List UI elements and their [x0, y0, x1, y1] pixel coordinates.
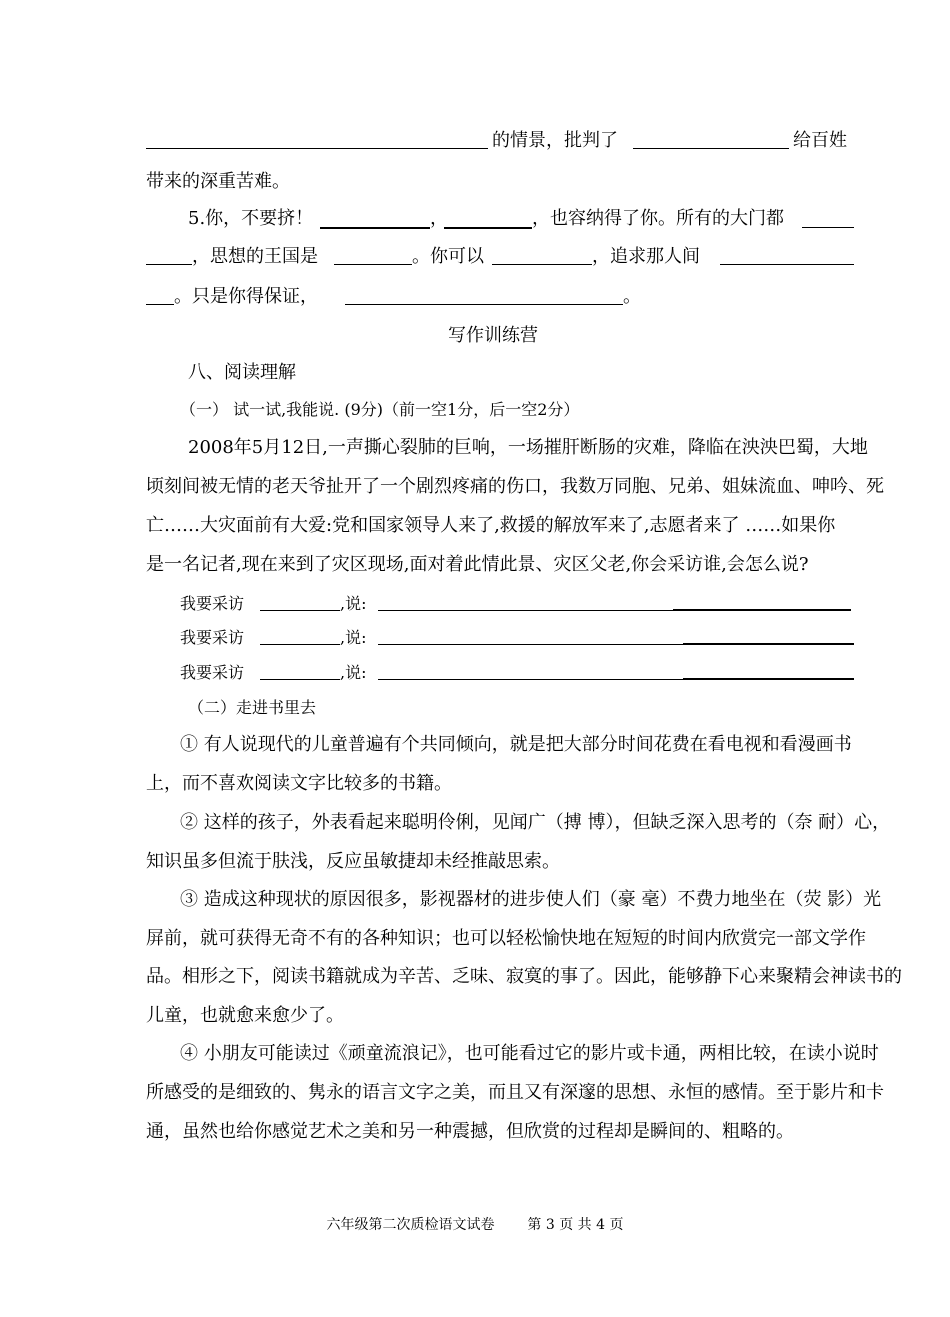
text-line: ，: [430, 208, 448, 229]
interview-say-blank[interactable]: [673, 609, 851, 611]
interview-say-blank[interactable]: [378, 644, 683, 645]
text-line: 。只是你得保证，: [174, 286, 318, 307]
paragraph-line: 所感受的是细致的、隽永的语言文字之美，而且又有深邃的思想、永恒的感情。至于影片和卡: [146, 1082, 884, 1103]
blank-line[interactable]: [802, 227, 854, 228]
section-title: 写作训练营: [448, 325, 538, 346]
blank-line[interactable]: [345, 304, 623, 305]
interview-say-blank[interactable]: [683, 678, 854, 680]
text-line: 5.你，不要挤！: [188, 208, 314, 229]
part-heading: （一） 试一试,我能说. (9分)（前一空1分，后一空2分）: [180, 400, 580, 419]
blank-line[interactable]: [320, 227, 430, 229]
paragraph-line: ① 有人说现代的儿童普遍有个共同倾向，就是把大部分时间花费在看电视和看漫画书: [180, 734, 852, 755]
paragraph-line: ④ 小朋友可能读过《顽童流浪记》，也可能看过它的影片或卡通，两相比较，在读小说时: [180, 1043, 879, 1064]
paragraph-line: ② 这样的孩子，外表看起来聪明伶俐，见闻广（搏 博），但缺乏深入思考的（奈 耐）心，: [180, 812, 891, 833]
paragraph-line: 知识虽多但流于肤浅，反应虽敏捷却未经推敲思索。: [146, 851, 560, 872]
paragraph-line: 上，而不喜欢阅读文字比较多的书籍。: [146, 773, 452, 794]
text-line: 。: [623, 286, 641, 307]
blank-line[interactable]: [334, 264, 412, 265]
text-line: ，追求那人间: [592, 246, 700, 267]
footer-title: 六年级第二次质检语文试卷: [326, 1217, 495, 1233]
interview-label: 我要采访: [180, 663, 245, 682]
paragraph-line: 屏前，就可获得无奇不有的各种知识；也可以轻松愉快地在短短的时间内欣赏完一部文学作: [146, 928, 866, 949]
paragraph-line: ③ 造成这种现状的原因很多，影视器材的进步使人们（豪 毫）不费力地坐在（荧 影）光: [180, 889, 882, 910]
text-line: ，也容纳得了你。所有的大门都: [532, 208, 784, 229]
paragraph-line: 顷刻间被无情的老天爷扯开了一个剧烈疼痛的伤口，我数万同胞、兄弟、姐妹流血、呻吟、死: [146, 476, 884, 497]
interview-says: ,说:: [340, 628, 367, 647]
interview-says: ,说:: [340, 594, 367, 613]
text-line: 给百姓: [793, 130, 847, 151]
blank-line[interactable]: [146, 264, 192, 265]
paragraph-line: 是一名记者,现在来到了灾区现场,面对着此情此景、灾区父老,你会采访谁,会怎么说?: [146, 554, 809, 575]
interview-says: ,说:: [340, 663, 367, 682]
interview-say-blank[interactable]: [683, 643, 854, 645]
interview-say-blank[interactable]: [378, 610, 673, 611]
blank-line[interactable]: [444, 227, 532, 229]
interview-say-blank[interactable]: [378, 679, 683, 680]
interview-who-blank[interactable]: [260, 610, 340, 611]
interview-label: 我要采访: [180, 628, 245, 647]
paragraph-line: 2008年5月12日,一声撕心裂肺的巨响，一场摧肝断肠的灾难，降临在泱泱巴蜀，大地: [188, 437, 868, 458]
paragraph-line: 品。相形之下，阅读书籍就成为辛苦、乏味、寂寞的事了。因此，能够静下心来聚精会神读书的: [146, 966, 902, 987]
blank-line[interactable]: [492, 264, 592, 265]
paragraph-line: 儿童，也就愈来愈少了。: [146, 1005, 344, 1026]
part-heading: （二）走进书里去: [188, 698, 317, 717]
paragraph-line: 通，虽然也给你感觉艺术之美和另一种震撼，但欣赏的过程却是瞬间的、粗略的。: [146, 1121, 794, 1142]
interview-who-blank[interactable]: [260, 644, 340, 645]
interview-who-blank[interactable]: [260, 679, 340, 680]
footer-page-number: 第 3 页 共 4 页: [527, 1217, 624, 1233]
paragraph-line: 亡……大灾面前有大爱:党和国家领导人来了,救援的解放军来了,志愿者来了 ……如果你: [146, 515, 836, 536]
blank-line[interactable]: [720, 264, 854, 265]
text-line: 。你可以: [412, 246, 484, 267]
text-line: ，思想的王国是: [192, 246, 318, 267]
blank-line[interactable]: [146, 304, 174, 305]
blank-line[interactable]: [633, 148, 789, 149]
text-line: 的情景，批判了: [492, 130, 618, 151]
interview-label: 我要采访: [180, 594, 245, 613]
section-heading: 八、阅读理解: [188, 362, 296, 383]
blank-line[interactable]: [146, 148, 488, 149]
page-footer: [0, 1214, 950, 1234]
text-line: 带来的深重苦难。: [146, 171, 290, 192]
